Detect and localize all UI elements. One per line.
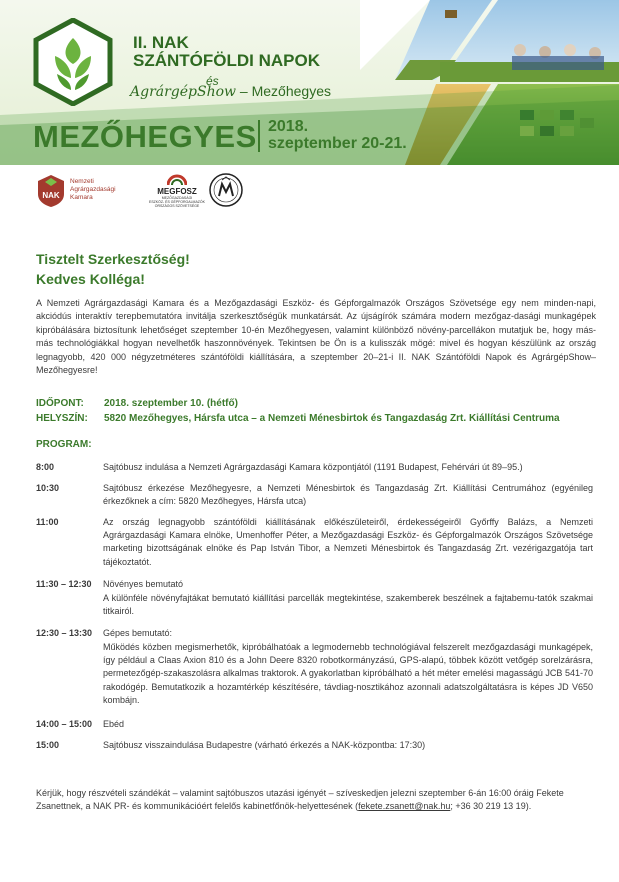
agrargep-show-title xyxy=(130,83,331,100)
nak-name-line2: Agrárgazdasági xyxy=(70,186,116,193)
place-label: HELYSZÍN: xyxy=(36,413,88,424)
event-title-line2: SZÁNTÓFÖLDI NAPOK xyxy=(133,51,320,70)
date-value: 2018. szeptember 10. (hétfő) xyxy=(104,398,238,409)
date-label: IDŐPONT: xyxy=(36,398,84,409)
program-time: 8:00 xyxy=(36,462,55,472)
program-title: Növényes bemutató xyxy=(103,579,184,589)
nak-name-line1: Nemzeti xyxy=(70,178,94,185)
place-row xyxy=(36,413,560,424)
agrargep-show-name: AgrárgépShow xyxy=(130,84,237,100)
place-value: 5820 Mezőhegyes, Hársfa utca – a Nemzeti Ménesbirtok és Tangazdaság Zrt. Kiállítási Centruma xyxy=(104,413,560,424)
program-time: 14:00 – 15:00 xyxy=(36,719,93,729)
event-date-year: 2018. xyxy=(268,118,309,135)
closing-paragraph: Kérjük, hogy részvételi szándékát – valamint sajtóbuszos utazási igényét – szíveskedjen jelezni szeptember 6-án 16:00 óráig Fekete Zsanettnek, a NAK PR- és kommunikációért felelős kabinetfőnök-helyettesének (fekete.zsanett@nak.hu; +36 30 219 13 19). xyxy=(36,788,564,812)
contact-email-link[interactable]: fekete.zsanett@nak.hu xyxy=(358,801,451,812)
megfosz-name: MEGFOSZ xyxy=(157,187,197,196)
program-text: Az ország legnagyobb szántóföldi kiállításának előkészületeiről, érdekességeiről Győrffy Balázs, a Nemzeti Agrárgazdasági Kamara elnöke, Umenhoffer Péter, a Mezőgazdasági Eszköz- és Gépforgalmazók Országos Szövetsége marketing bizottságának elnöke és Pap István Tibor, a Nemzeti Ménesbirtok és Tangazdaság Zrt. vezérigazgatója tart tájékoztatót. xyxy=(103,517,593,567)
event-date xyxy=(268,118,407,152)
program-time: 11:00 xyxy=(36,517,59,527)
greeting xyxy=(36,249,190,289)
megfosz-sub1: MEZŐGAZDASÁGI xyxy=(161,196,193,200)
megfosz-arc-icon xyxy=(167,172,187,186)
contact-phone: ; +36 30 219 13 19). xyxy=(450,801,532,812)
agrargep-show-location: – Mezőhegyes xyxy=(236,83,331,99)
program-time: 11:30 – 12:30 xyxy=(36,579,92,589)
program-text: Sajtóbusz érkezése Mezőhegyesre, a Nemzeti Ménesbirtok és Tangazdaság Zrt. Kiállítási Centrumához (egyénileg érkezőknek a cím: 5820 Mezőhegyes, Hársfa utca) xyxy=(103,483,593,507)
header-divider xyxy=(258,120,260,152)
event-title xyxy=(133,34,320,70)
program-time: 15:00 xyxy=(36,740,60,750)
program-text: Sajtóbusz indulása a Nemzeti Agrárgazdasági Kamara központjától (1191 Budapest, Fehérvári út 89–95.) xyxy=(103,462,523,472)
event-title-line1: II. NAK xyxy=(133,33,189,52)
closing-text: Kérjük, hogy részvételi szándékát – valamint sajtóbuszos utazási igényét – szíveskedjen jelezni szeptember 6-án 16:00 óráig Fekete Zsanettnek, a NAK PR- és kommunikációért felelős kabinetfőnök-helyettesének xyxy=(36,788,564,812)
menesbirtok-seal-icon xyxy=(208,172,244,208)
nak-short-label: NAK xyxy=(42,191,60,200)
megfosz-sub2: ESZKÖZ- ÉS GÉPFORGALMAZÓK xyxy=(148,200,205,204)
program-text: Ebéd xyxy=(103,719,125,729)
harvester-icon xyxy=(445,10,457,18)
nak-name-line3: Kamara xyxy=(70,194,93,201)
program-time: 12:30 – 13:30 xyxy=(36,628,93,638)
megfosz-logo xyxy=(136,172,218,212)
program-text: Sajtóbusz visszaindulása Budapestre (várható érkezés a NAK-központba: 17:30) xyxy=(103,740,426,750)
nak-name xyxy=(70,178,116,202)
event-es-word: és xyxy=(206,74,219,88)
partner-logos xyxy=(36,172,596,212)
greeting-line2: Kedves Kolléga! xyxy=(36,271,145,287)
program-title: Gépes bemutató: xyxy=(103,628,173,638)
program-label: PROGRAM: xyxy=(36,439,92,450)
event-header xyxy=(0,0,619,165)
event-city: MEZŐHEGYES xyxy=(33,119,257,154)
nak-szantofoldi-logo-icon xyxy=(33,18,113,106)
program-time: 10:30 xyxy=(36,483,60,493)
program-text: A különféle növényfajtákat bemutató kiállítási parcellák megtekintése, szakemberek beszélnek a fajtabemu-tatók szakmai titkairól. xyxy=(103,593,593,617)
date-row xyxy=(36,398,238,409)
intro-paragraph: A Nemzeti Agrárgazdasági Kamara és a Mezőgazdasági Eszköz- és Gépforgalmazók Országos Szövetsége egy nem minden-napi, akciódús interaktív terepbemutatóra invitálja szerkesztőségük munkatársát. Az újságírók számára modern mezőgaz-dasági munkagépek kipróbálására biztosítunk lehetőséget szeptember 10-én Mezőhegyesen, valamint különböző növény-parcellákon mutatjuk be, hogy más-más technológiákkal hogyan nevelhetők haszonnövények. Tekintsen be Ön is a kulisszák mögé: mivel és hogyan készülünk az ország legnagyobb, 420 000 négyzetméteres szántóföldi kiállítására, a szeptember 20–21-i II. NAK Szántóföldi Napok és AgrárgépShow–Mezőhegyesre! xyxy=(36,298,596,376)
greeting-line1: Tisztelt Szerkesztőség! xyxy=(36,251,190,267)
event-date-days: szeptember 20-21. xyxy=(268,135,407,152)
program-text: Működés közben megismerhetők, kipróbálhatóak a legmodernebb technológiával felszerelt mezőgazdasági munkagépek, így például a Claas Axion 810 és a John Deere 8320 robotkormányzású, GPS-alapú, többek között vetőgép sorelzárásra, permetezőgép-szakaszolásra alkalmas traktorok. A gyakorlatban kipróbálható a hét méter emelési magasságú JCB 541-70 rakodógép. Bemutatkozik a hozamtérkép készítésére, távdiag-nosztikához azonnali adatszolgáltatásra is képes JD V650 kombájn. xyxy=(103,642,593,705)
nak-shield-icon xyxy=(36,174,66,208)
megfosz-sub3: ORSZÁGOS SZÖVETSÉGE xyxy=(154,204,200,208)
